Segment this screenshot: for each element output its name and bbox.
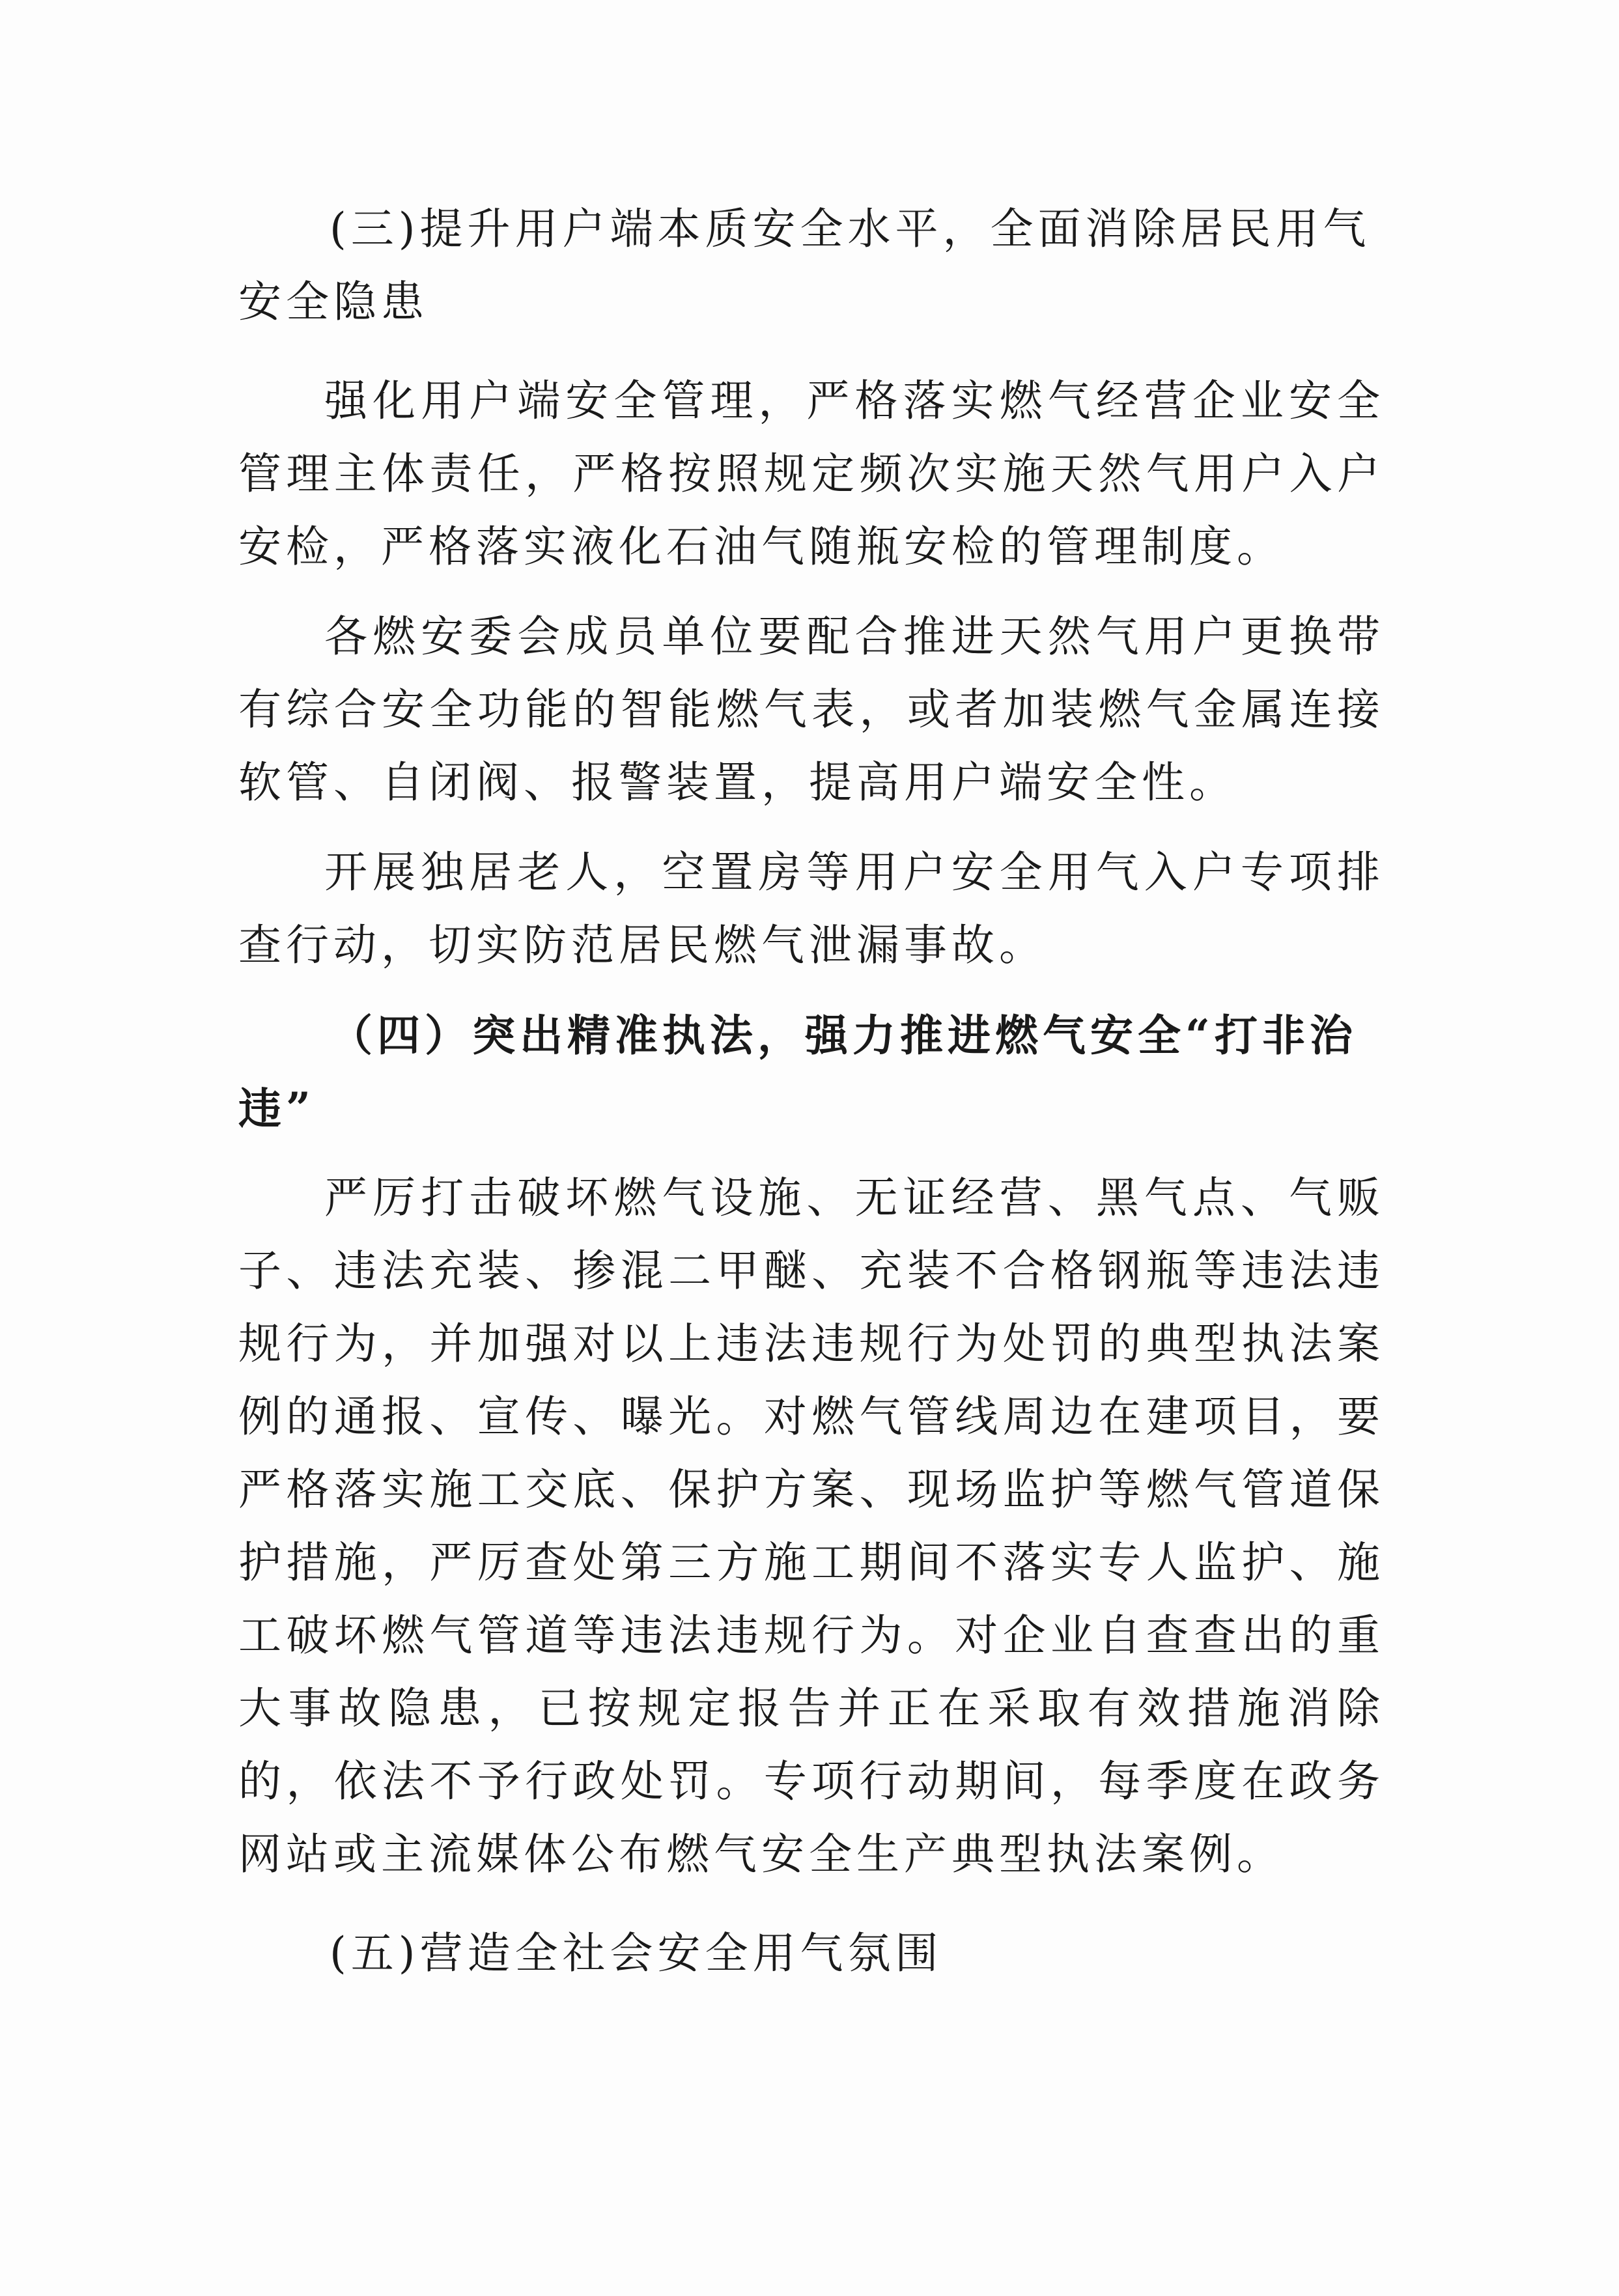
document-body bbox=[238, 193, 1385, 1990]
section-3-paragraph-3: 开展独居老人，空置房等用户安全用气入户专项排查行动，切实防范居民燃气泄漏事故。 bbox=[238, 847, 1385, 970]
section-4-heading: （四）突出精准执法，强力推进燃气安全“打非治违” bbox=[238, 1010, 1357, 1134]
section-4-paragraph-1: 严厉打击破坏燃气设施、无证经营、黑气点、气贩子、违法充装、掺混二甲醚、充装不合格钢瓶等违法违规行为，并加强对以上违法违规行为处罚的典型执法案例的通报、宣传、曝光。对燃气管线周边在建项目，要严格落实施工交底、保护方案、现场监护等燃气管道保护措施，严厉查处第三方施工期间不落实专人监护、施工破坏燃气管道等违法违规行为。对企业自查查出的重大事故隐患，已按规定报告并正在采取有效措施消除的，依法不予行政处罚。专项行动期间，每季度在政务网站或主流媒体公布燃气安全生产典型执法案例。 bbox=[238, 1173, 1385, 1879]
section-3-heading: (三)提升用户端本质安全水平，全面消除居民用气安全隐患 bbox=[238, 204, 1371, 327]
section-3-paragraph-1: 强化用户端安全管理，严格落实燃气经营企业安全管理主体责任，严格按照规定频次实施天然气用户入户安检，严格落实液化石油气随瓶安检的管理制度。 bbox=[238, 376, 1385, 572]
section-5-heading: (五)营造全社会安全用气氛围 bbox=[330, 1928, 943, 1978]
section-3-paragraph-2: 各燃安委会成员单位要配合推进天然气用户更换带有综合安全功能的智能燃气表，或者加装燃气金属连接软管、自闭阀、报警装置，提高用户端安全性。 bbox=[238, 611, 1385, 807]
